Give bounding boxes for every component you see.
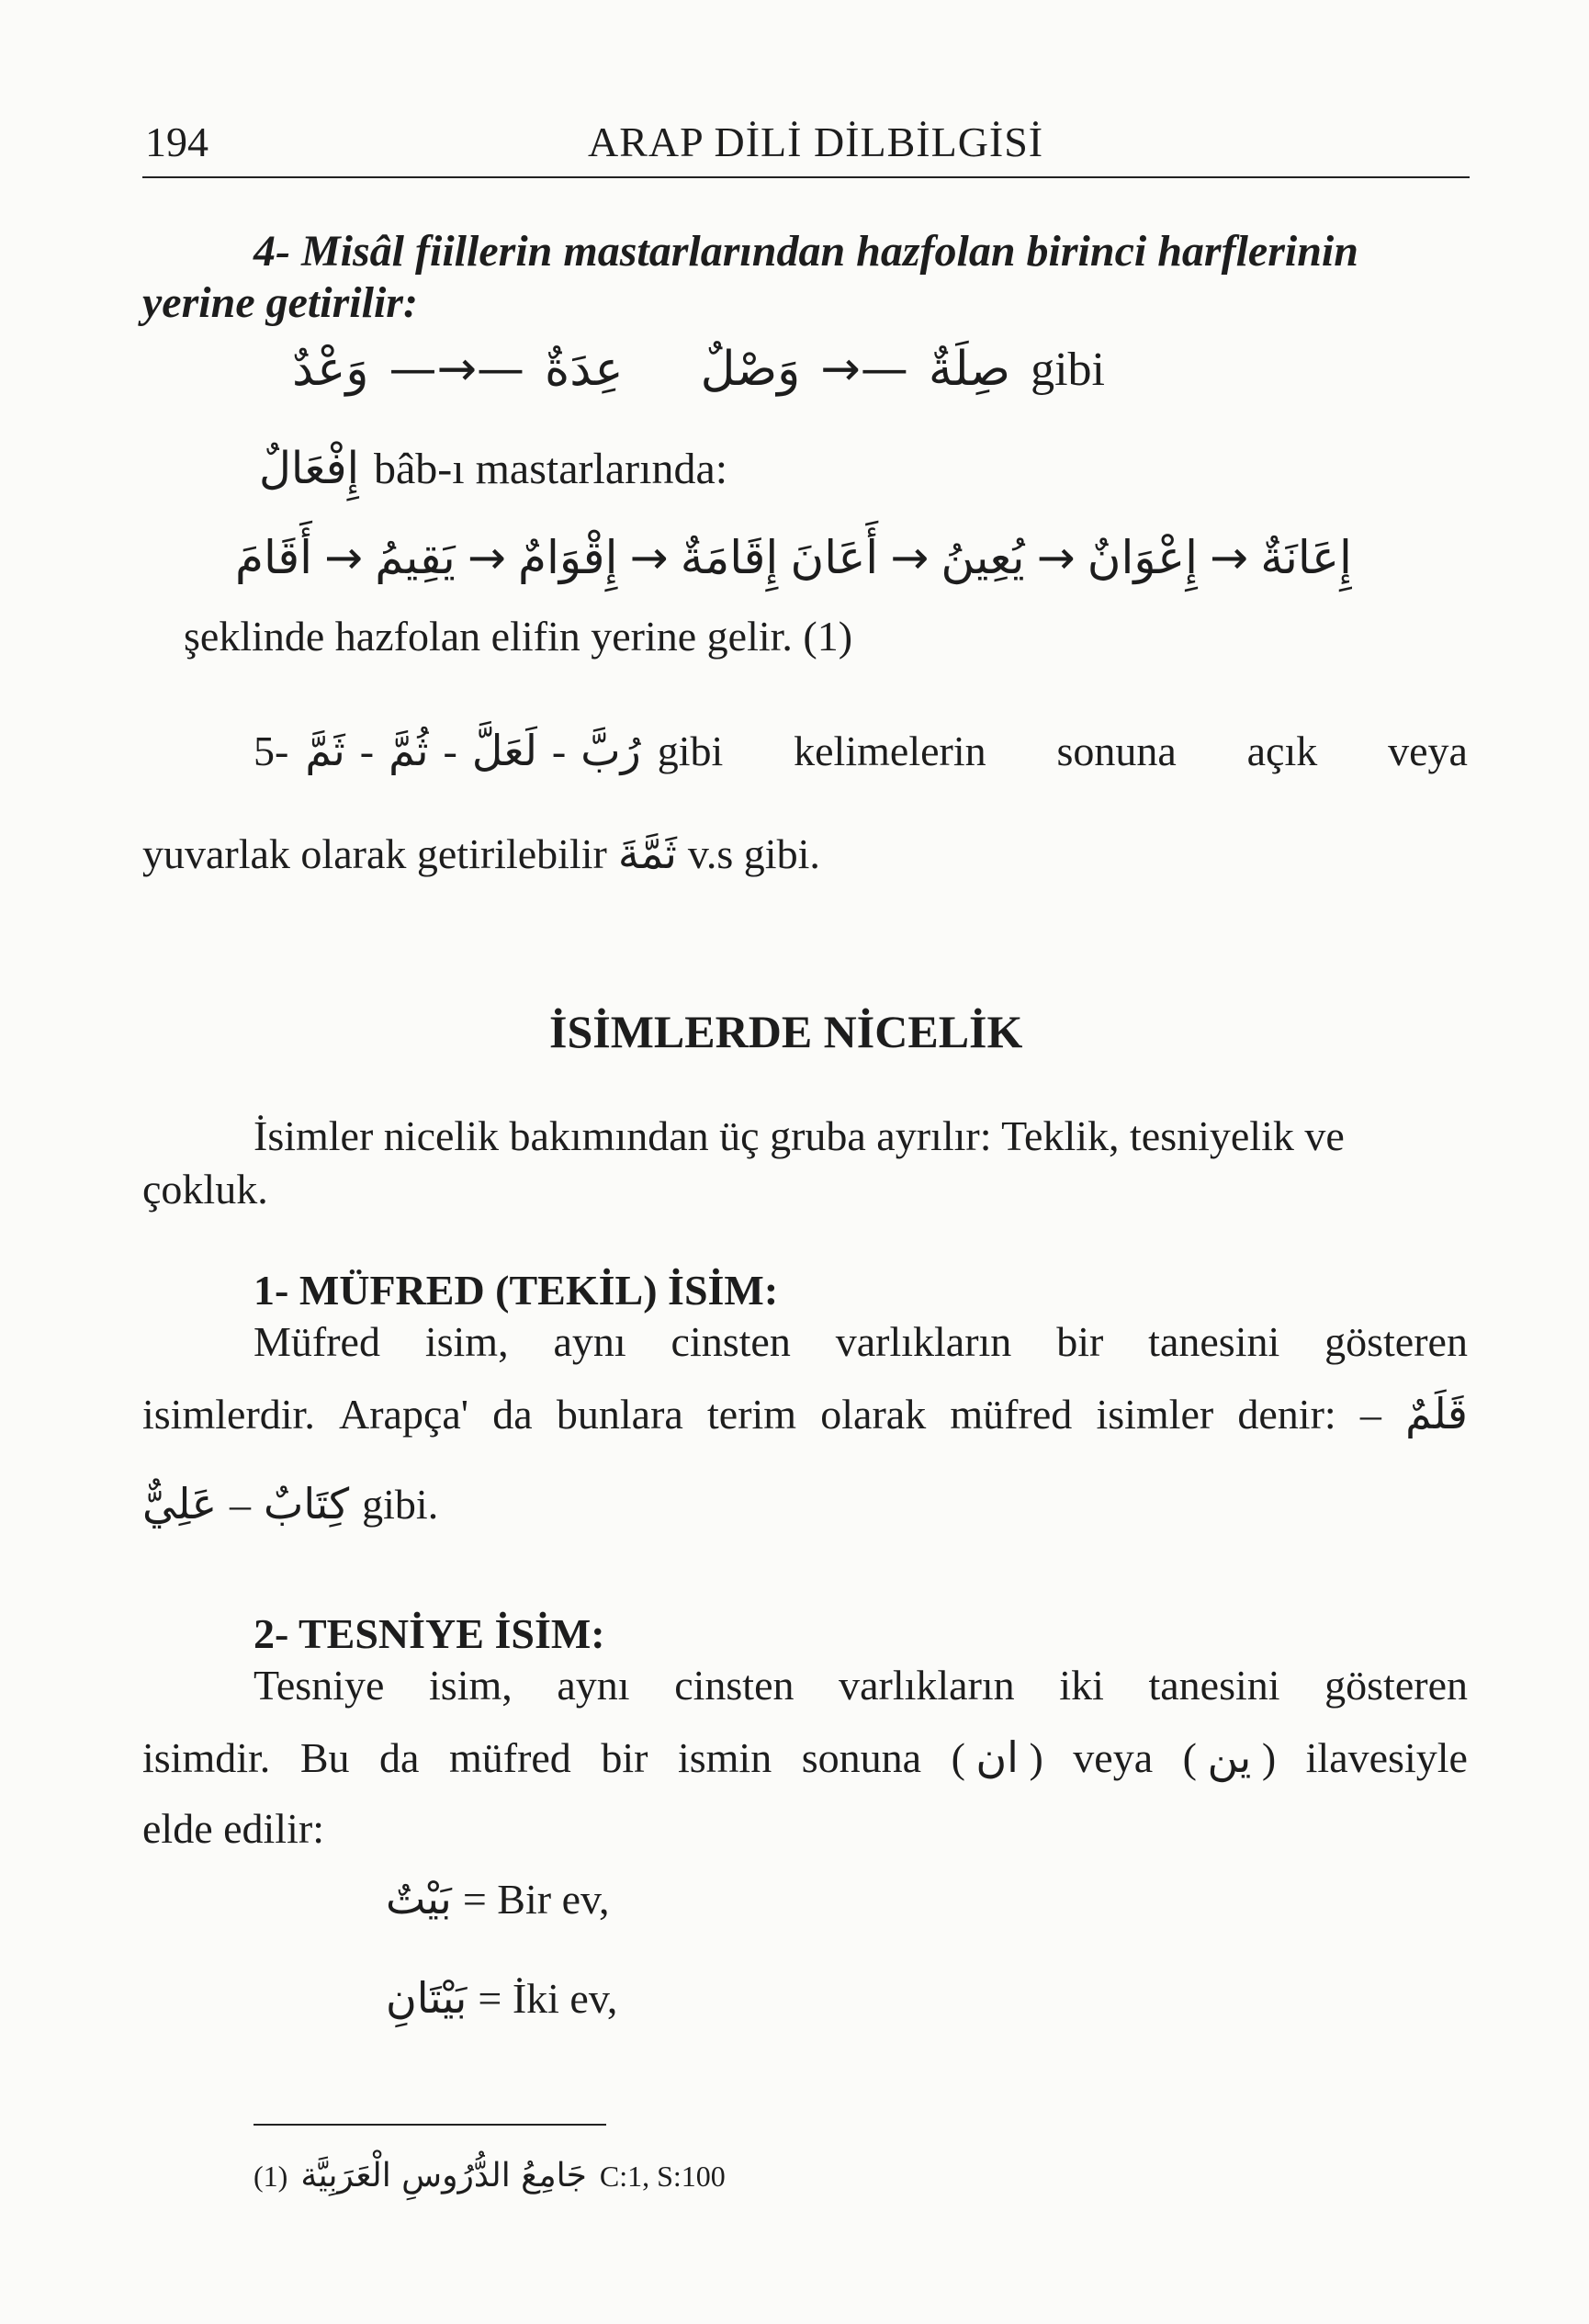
- word: veya: [1388, 728, 1468, 774]
- section5-line2-text: yuvarlak olarak getirilebilir: [142, 830, 607, 877]
- word: tanesini: [1148, 1318, 1280, 1365]
- footnote-marker: (1): [254, 2160, 288, 2193]
- arabic-word: صِلَةٌ: [928, 342, 1011, 397]
- example-two-houses: [386, 1973, 617, 2023]
- arabic-word: كِتَابٌ: [264, 1479, 350, 1529]
- word: Tesniye: [254, 1662, 385, 1709]
- arabic-word: رُبَّ: [580, 726, 641, 775]
- example-single-house: [386, 1874, 610, 1924]
- word: sonuna: [1056, 728, 1177, 774]
- mufred-line3: [142, 1479, 438, 1529]
- arrow: —→—: [389, 342, 525, 397]
- word: bunlara: [556, 1391, 683, 1438]
- bab-arabic-word: إِفْعَالٌ: [259, 443, 359, 494]
- arabic-word: عِدَةٌ: [545, 342, 624, 397]
- dash: –: [1359, 1391, 1381, 1438]
- translation: = Bir ev,: [462, 1876, 610, 1923]
- arrow: →—: [820, 342, 908, 397]
- word: isimlerdir.: [142, 1391, 315, 1438]
- section5-line1: [254, 726, 1468, 775]
- example-row-2: [235, 531, 1352, 584]
- footnote: [254, 2157, 726, 2194]
- word: varlıkların: [839, 1662, 1015, 1709]
- word: iki: [1059, 1662, 1104, 1709]
- word: müfred: [448, 1734, 571, 1781]
- arabic-word: وَعْدٌ: [292, 342, 369, 397]
- word: isimler: [1096, 1391, 1214, 1438]
- arabic-word: إِعْوَانٌ: [1087, 531, 1198, 584]
- word: gösteren: [1324, 1318, 1468, 1365]
- arabic-word: أَقَامَ: [235, 531, 312, 584]
- suffix-an: ( ان ): [951, 1734, 1043, 1781]
- tesniye-heading: 2- TESNİYE İSİM:: [254, 1610, 605, 1657]
- section4-line2: yerine getirilir:: [142, 278, 418, 327]
- footnote-rule: [254, 2124, 606, 2126]
- dash: -: [551, 728, 567, 774]
- arabic-word: يَقِيمُ: [375, 531, 456, 584]
- bab-line: [259, 443, 727, 494]
- word: sonuna: [801, 1734, 922, 1781]
- bab-text: bâb-ı mastarlarında:: [373, 445, 728, 493]
- arabic-word: قَلَمٌ: [1405, 1389, 1468, 1438]
- word: da: [492, 1391, 533, 1438]
- word: da: [379, 1734, 420, 1781]
- word: gösteren: [1324, 1662, 1468, 1709]
- arabic-word: إِقْوَامٌ: [518, 531, 618, 584]
- arabic-word: أَعَانَ: [790, 531, 879, 584]
- word: ilavesiyle: [1305, 1734, 1468, 1781]
- word: cinsten: [671, 1318, 791, 1365]
- arabic-word: وَصْلٌ: [700, 342, 801, 397]
- word: bir: [601, 1734, 648, 1781]
- arabic-word: عَلِيٌّ: [142, 1479, 218, 1529]
- arabic-word: ثُمَّ: [389, 726, 429, 775]
- word: açık: [1246, 728, 1318, 774]
- word: olarak: [820, 1391, 927, 1438]
- mufred-line1: [254, 1317, 1468, 1366]
- word: veya: [1073, 1734, 1154, 1781]
- example-row-1: [292, 342, 1105, 397]
- translation: = İki ev,: [478, 1975, 618, 2022]
- mufred-line2: [142, 1389, 1468, 1438]
- word: Bu: [299, 1734, 350, 1781]
- arabic-word: ثَمَّ: [305, 726, 345, 775]
- tesniye-line2: [142, 1732, 1468, 1782]
- gibi-text: gibi: [1031, 344, 1105, 396]
- section4-note: şeklinde hazfolan elifin yerine gelir. (1): [184, 613, 853, 660]
- header-rule: [142, 176, 1470, 178]
- dash: -: [359, 728, 375, 774]
- arrow: →: [1036, 531, 1076, 584]
- arabic-word: ثَمَّةَ: [617, 829, 677, 878]
- word: terim: [707, 1391, 797, 1438]
- word: müfred: [950, 1391, 1073, 1438]
- page-number: 194: [145, 118, 208, 165]
- word: ismin: [677, 1734, 772, 1781]
- word: aynı: [553, 1318, 626, 1365]
- arrow: →: [629, 531, 669, 584]
- word: tanesini: [1148, 1662, 1280, 1709]
- intro-line2: çokluk.: [142, 1166, 268, 1213]
- section5-number: 5-: [254, 728, 289, 774]
- word: isimdir.: [142, 1734, 271, 1781]
- arabic-word: لَعَلَّ: [471, 726, 537, 775]
- section5-arabic-words: [305, 726, 640, 775]
- arrow: →: [324, 531, 364, 584]
- section4-line1: 4- Misâl fiillerin mastarlarından hazfolan birinci harflerinin: [254, 227, 1358, 276]
- footnote-source: جَامِعُ الدُّرُوسِ الْعَرَبِيَّة: [300, 2157, 587, 2194]
- word: cinsten: [674, 1662, 794, 1709]
- intro-line1: İsimler nicelik bakımından üç gruba ayrılır: Teklik, tesniyelik ve: [254, 1112, 1345, 1159]
- word: gibi.: [362, 1481, 439, 1528]
- arabic-word: إِقَامَةٌ: [680, 531, 779, 584]
- word: varlıkların: [835, 1318, 1012, 1365]
- section5-text: [658, 727, 1468, 775]
- arabic-word: إِعَانَةٌ: [1260, 531, 1352, 584]
- arrow: →: [467, 531, 506, 584]
- word: bir: [1056, 1318, 1104, 1365]
- word: gibi: [657, 728, 724, 774]
- section5-line2-end: v.s gibi.: [687, 830, 820, 877]
- mufred-heading: 1- MÜFRED (TEKİL) İSİM:: [254, 1267, 779, 1314]
- word: isim,: [429, 1662, 513, 1709]
- word: kelimelerin: [794, 728, 986, 774]
- arabic-word: بَيْتٌ: [386, 1874, 452, 1924]
- arrow: →: [1210, 531, 1249, 584]
- word: isim,: [424, 1318, 509, 1365]
- word: Arapça': [339, 1391, 469, 1438]
- section5-line2: [142, 829, 820, 878]
- dash: –: [230, 1481, 252, 1528]
- suffix-yn: ( ين ): [1182, 1734, 1277, 1781]
- word: denir:: [1237, 1391, 1336, 1438]
- word: Müfred: [254, 1318, 380, 1365]
- arrow: →: [890, 531, 930, 584]
- section-title: İSİMLERDE NİCELİK: [549, 1006, 1023, 1057]
- tesniye-line1: [254, 1661, 1468, 1709]
- arabic-word: بَيْتَانِ: [386, 1973, 468, 2023]
- word: aynı: [557, 1662, 630, 1709]
- arabic-word: يُعِينُ: [941, 531, 1025, 584]
- running-title: ARAP DİLİ DİLBİLGİSİ: [588, 118, 1044, 165]
- dash: -: [443, 728, 457, 774]
- tesniye-line3: elde edilir:: [142, 1805, 324, 1852]
- footnote-reference: C:1, S:100: [599, 2160, 726, 2193]
